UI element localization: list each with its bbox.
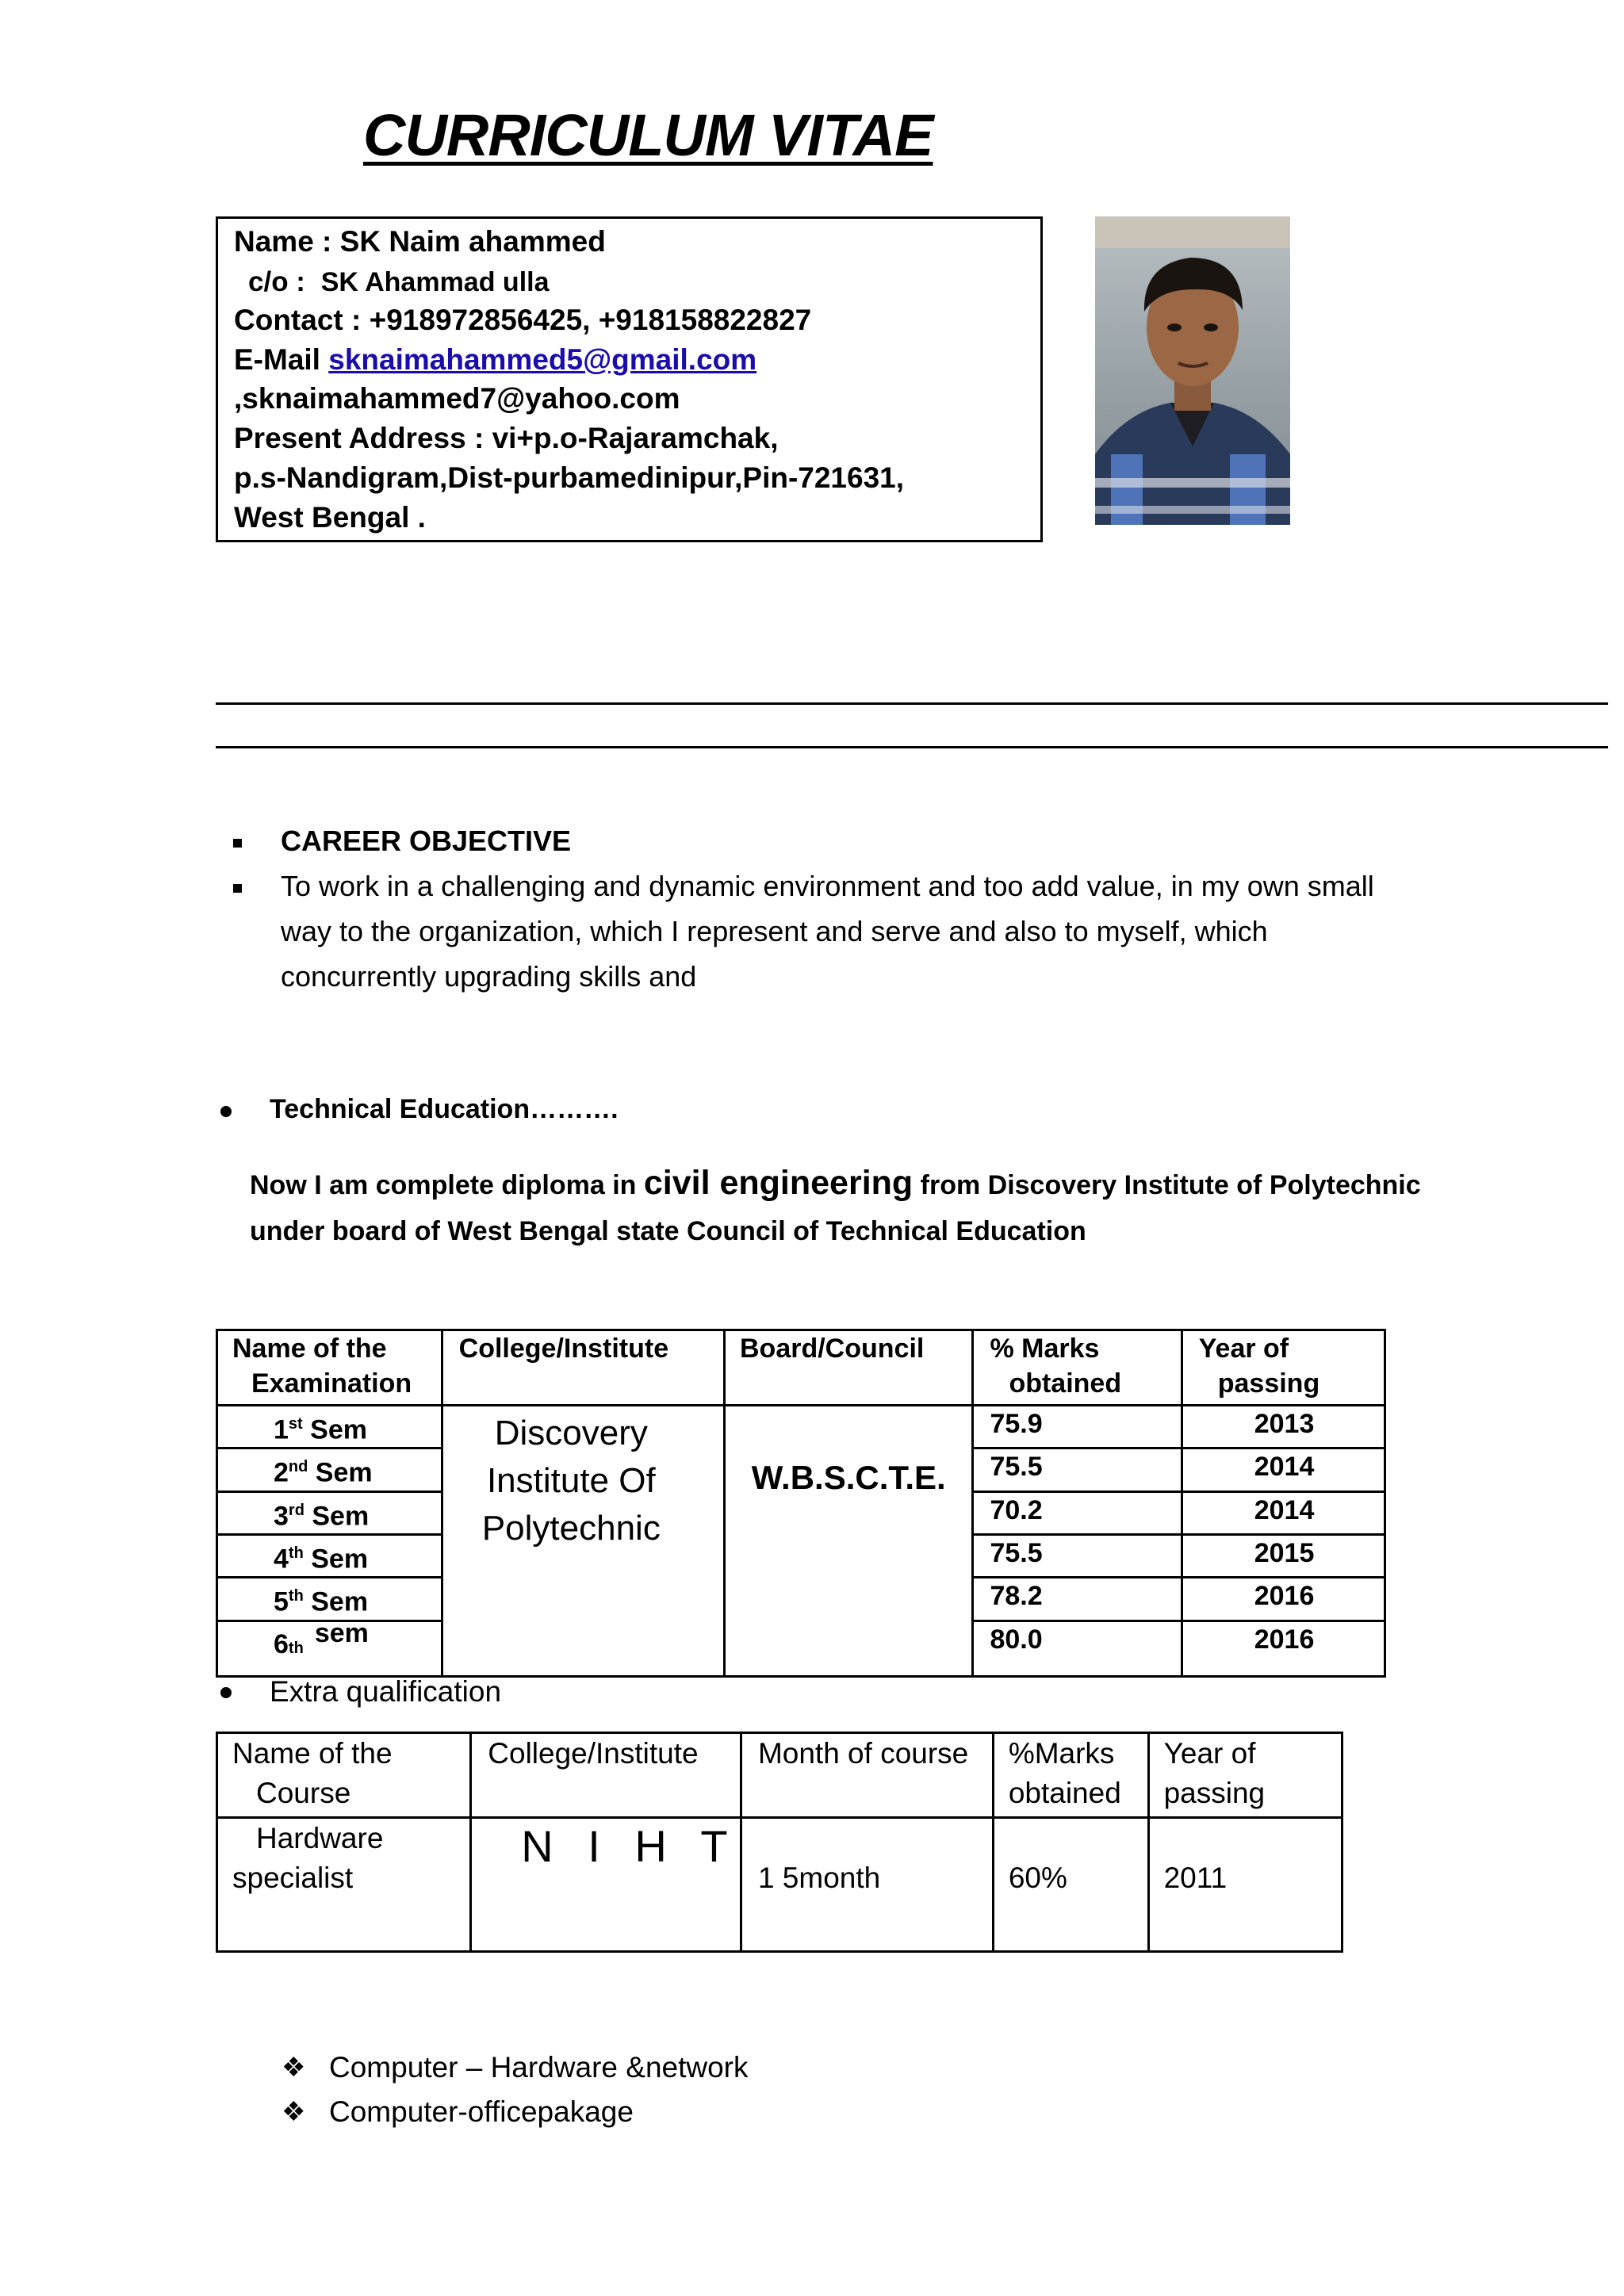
month-value: 1 5month [757,1862,881,1894]
sem-cell [217,1491,442,1534]
year-cell [1148,1818,1342,1952]
sem-cell [217,1534,442,1577]
header-month-text: Month of course [757,1737,969,1770]
education-table [216,1329,1386,1678]
year-value: 2016 [1254,1624,1315,1655]
header-marks-2: obtained [1008,1777,1121,1809]
year-cell [1182,1621,1385,1676]
header-year [1148,1733,1342,1818]
header-exam [217,1330,442,1406]
square-bullet-icon [233,839,242,848]
header-marks-1: % Marks [990,1334,1100,1364]
sem-cell [217,1617,442,1676]
sem-label: Sem [303,1544,369,1575]
board-merged-cell [725,1406,973,1677]
header-year-1: Year of [1198,1334,1289,1364]
care-of-value: SK Ahammad ulla [320,267,550,297]
career-line-3: concurrently upgrading skills and [281,960,697,993]
marks-cell [973,1621,1182,1676]
divider-line-1 [216,702,1608,705]
marks-value: 70.2 [990,1494,1043,1525]
marks-value: 75.9 [990,1409,1043,1439]
college-line-3: Polytechnic [481,1509,661,1548]
career-line-1: To work in a challenging and dynamic environment and too add value, in my own small [281,870,1374,902]
sem-number: 1 [274,1414,289,1445]
diamond-bullet-icon: ❖ [282,2053,306,2083]
header-year-2: passing [1163,1777,1266,1809]
technical-line-1c: from Discovery Institute of Polytechnic [913,1170,1421,1200]
technical-heading: Technical Education………. [270,1094,619,1124]
marks-cell [973,1491,1182,1534]
year-value: 2011 [1163,1862,1228,1894]
marks-cell [973,1448,1182,1491]
course-cell [217,1818,471,1952]
page-title: CURRICULUM VITAE [363,102,933,168]
care-of-line [248,266,550,298]
year-value: 2015 [1254,1537,1315,1568]
header-marks [993,1733,1148,1818]
extra-heading: Extra qualification [270,1675,502,1708]
marks-value: 78.2 [990,1581,1043,1612]
technical-line-1 [250,1164,1421,1203]
college-merged-cell [442,1406,724,1677]
marks-cell [973,1534,1182,1577]
profile-photo [1095,216,1290,525]
year-cell [1182,1534,1385,1577]
career-line-2: way to the organization, which I represent and serve and also to myself, which [281,915,1268,947]
college-cell [471,1818,741,1952]
table-row [217,1406,1385,1448]
marks-value: 75.5 [990,1537,1043,1568]
sem-cell [217,1406,442,1448]
header-marks-1: %Marks [1008,1737,1115,1770]
year-cell [1182,1448,1385,1491]
address-line-1: Present Address : vi+p.o-Rajaramchak, [234,422,779,454]
header-board-text: Board/Council [740,1334,925,1364]
sem-suffix: rd [288,1501,304,1519]
header-board [725,1330,973,1406]
header-course [217,1733,471,1818]
sem-label: Sem [304,1500,370,1531]
month-cell [741,1818,993,1952]
extra-qualification-table [216,1732,1343,1953]
year-cell [1182,1491,1385,1534]
table-header-row [217,1733,1342,1818]
marks-cell [973,1578,1182,1621]
year-cell [1182,1578,1385,1621]
email-label: E-Mail [234,343,329,376]
sem-number: 5 [274,1586,289,1617]
header-marks-2: obtained [1009,1368,1122,1399]
personal-info-box [216,216,1043,542]
table-row [217,1818,1342,1952]
bullet-dot-icon [220,1687,232,1698]
college-line-2: Institute Of [486,1461,656,1500]
table-header-row [217,1330,1385,1406]
header-exam-1: Name of the [232,1334,387,1364]
header-year [1182,1330,1385,1406]
sem-cell [217,1448,442,1491]
header-college-text: College/Institute [488,1737,699,1770]
year-cell [1182,1406,1385,1448]
sem-suffix: th [288,1544,304,1562]
career-heading: CAREER OBJECTIVE [281,825,572,857]
marks-cell [973,1406,1182,1448]
divider-line-2 [216,746,1608,748]
address-line-3: West Bengal . [234,501,426,534]
sem-label: Sem [308,1457,373,1488]
sem-label: Sem [303,1586,369,1617]
course-line-1: Hardware [256,1822,384,1854]
header-college [442,1330,724,1406]
bullet-dot-icon [220,1106,232,1117]
care-of-label: c/o : [248,266,305,297]
sem-cell [217,1578,442,1621]
sem-label: sem [314,1617,369,1648]
secondary-email-text: ,sknaimahammed7@yahoo.com [234,382,680,415]
skill-item: Computer-officepakage [329,2095,634,2128]
sem-number: 6 [274,1628,289,1659]
sem-number: 3 [274,1500,289,1531]
contact-line: Contact : +918972856425, +918158822827 [234,304,812,336]
sem-suffix: st [288,1415,303,1433]
sem-number: 4 [274,1544,289,1575]
email-line [234,343,756,377]
header-college-text: College/Institute [458,1334,669,1364]
marks-value: 75.5 [990,1452,1043,1483]
technical-highlight: civil engineering [643,1164,914,1202]
skill-item: Computer – Hardware &network [329,2051,749,2084]
year-value: 2014 [1254,1494,1315,1525]
college-value: N I H T [521,1821,739,1871]
header-course-1: Name of the [232,1737,393,1770]
diamond-bullet-icon: ❖ [282,2097,306,2127]
marks-cell [993,1818,1148,1952]
name-line: Name : SK Naim ahammed [234,225,606,258]
sem-label: Sem [302,1414,367,1445]
header-college [471,1733,741,1818]
email-link[interactable]: sknaimahammed5@gmail.com [328,343,757,376]
year-value: 2014 [1254,1452,1315,1483]
header-course-2: Course [256,1777,351,1809]
sem-suffix: th [288,1587,304,1605]
marks-value: 60% [1008,1862,1067,1894]
square-bullet-icon [233,884,242,893]
header-year-2: passing [1217,1368,1320,1399]
sem-suffix: th [288,1639,304,1657]
marks-value: 80.0 [990,1624,1043,1655]
sem-suffix: nd [288,1458,308,1476]
header-year-1: Year of [1163,1737,1256,1770]
year-value: 2016 [1254,1581,1315,1612]
address-line-2: p.s-Nandigram,Dist-purbamedinipur,Pin-721631, [234,461,905,494]
course-line-2: specialist [232,1862,354,1894]
technical-line-2: under board of West Bengal state Council of Technical Education [250,1216,1086,1246]
sem-number: 2 [274,1457,289,1488]
year-value: 2013 [1254,1409,1315,1439]
board-value: W.B.S.C.T.E. [751,1459,946,1496]
secondary-email [234,382,680,415]
header-exam-2: Examination [251,1368,412,1399]
header-marks [973,1330,1182,1406]
college-line-1: Discovery [494,1414,648,1452]
header-month [741,1733,993,1818]
technical-line-1a: Now I am complete diploma in [250,1170,644,1200]
